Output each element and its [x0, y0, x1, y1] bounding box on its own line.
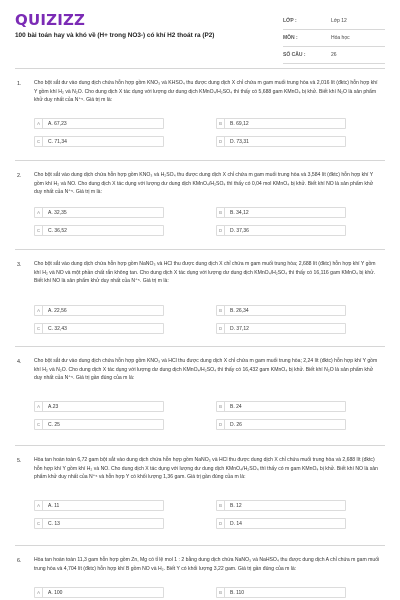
option-b[interactable]: [216, 207, 346, 218]
page-title: 100 bài toán hay và khó về (H+ trong NO3-) có khí H2 thoát ra (P2): [15, 32, 215, 39]
question-item: [0, 346, 400, 442]
question-item: [0, 445, 400, 543]
option-text: B. 12: [230, 502, 242, 509]
option-letter: A: [35, 118, 43, 129]
document-header: [0, 0, 400, 68]
option-c[interactable]: [34, 518, 164, 529]
option-text: A. 22,56: [48, 307, 67, 314]
option-b[interactable]: [216, 305, 346, 316]
option-letter: B: [217, 587, 225, 598]
meta-label: MÔN :: [283, 35, 298, 41]
question-text: Hòa tan hoàn toàn 6,72 gam bột sắt vào dung dịch chứa hỗn hợp gồm NaNO₃ và HCl thu được dung dịch X chỉ chứa muối trung hòa và 2,688 lít (đktc) hỗn hợp khí Y gồm khí H₂ và NO. Cho dung dịch X tác dụng với lượng dư dung dịch KMnO₄/H₂SO₄ thì thấy có m gam KMnO₄ bị khử. Biết khí NO là sản phẩm khử duy nhất của N⁺⁵ và hỗn hợp Y có khối lượng 1,36 gam. Giá trị gần đúng của m là:: [34, 457, 378, 481]
option-c[interactable]: [34, 136, 164, 147]
question-text: Cho bột sắt vào dung dịch chứa hỗn hợp gồm KNO₃ và H₂SO₄ thu được dung dịch X chỉ chứa m gam muối trung hòa và 3,584 lít (đktc) hỗn hợp khí Y gồm khí H₂ và NO. Cho dung dịch X tác dụng với lượng dư dung dịch KMnO₄/H₂SO₄ thì thấy có 0,04 mol KMnO₄ bị khử. Biết khí NO là sản phẩm khử duy nhất của N⁺⁵. Giá trị m là:: [34, 172, 374, 196]
question-text: Cho bột sắt vào dung dịch chứa hỗn hợp gồm NaNO₃ và HCl thu được dung dịch X chỉ chứa m gam muối trung hòa; 2,688 lít (đktc) hỗn hợp khí Y gồm khí H₂ và NO và một phần chất rắn không tan. Cho dung dịch X tác dụng với lượng dư dung dịch KMnO₄/H₂SO₄ thì thấy có 16,116 gam KMnO₄ bị khử. Biết khí NO là sản phẩm khử duy nhất của N⁺⁵. Giá trị m là:: [34, 261, 376, 285]
option-d[interactable]: [216, 419, 346, 430]
option-d[interactable]: [216, 136, 346, 147]
option-a[interactable]: [34, 305, 164, 316]
option-text: C. 71,34: [48, 138, 67, 145]
question-text: Hòa tan hoàn toàn 11,3 gam hỗn hợp gồm Zn, Mg có tỉ lệ mol 1 : 2 bằng dung dịch chứa NaNO₃ và NaHSO₄ thu được dung dịch A chỉ chứa m gam muối trung hòa và 4,704 lít (đktc) hỗn hợp khí B gồm NO và H₂. Biết Y có khối lượng 3,22 gam. Giá trị gần đúng của m là:: [34, 557, 380, 572]
option-letter: A: [35, 207, 43, 218]
option-text: A. 32,35: [48, 209, 67, 216]
option-a[interactable]: [34, 500, 164, 511]
option-letter: B: [217, 207, 225, 218]
meta-row-count: [283, 47, 385, 64]
option-b[interactable]: [216, 587, 346, 598]
meta-row-subject: [283, 30, 385, 47]
meta-value: Lớp 12: [331, 18, 347, 24]
option-letter: C: [35, 323, 43, 334]
meta-value: Hóa học: [331, 35, 350, 41]
option-letter: C: [35, 136, 43, 147]
question-divider: [15, 545, 385, 546]
question-divider: [15, 346, 385, 347]
option-letter: D: [217, 518, 225, 529]
option-a[interactable]: [34, 118, 164, 129]
option-letter: B: [217, 401, 225, 412]
option-c[interactable]: [34, 225, 164, 236]
option-c[interactable]: [34, 323, 164, 334]
option-text: A. 67,23: [48, 120, 67, 127]
option-letter: A: [35, 305, 43, 316]
option-text: A. 100: [48, 589, 63, 596]
question-text: Cho bột sắt dư vào dung dịch chứa hỗn hợp gồm KNO₃ và HCl thu được dung dịch X chỉ chứa m gam muối trung hòa; 2,24 lít (đktc) hỗn hợp khí Y gồm khí H₂ và N₂O. Cho dung dịch X tác dụng với lượng dư dung dịch KMnO₄/H₂SO₄ thì thấy có 16,432 gam KMnO₄ bị khử. Biết khí N₂O là sản phẩm khử duy nhất của N⁺⁵. Giá trị gần đúng của m là:: [34, 358, 378, 382]
option-letter: C: [35, 225, 43, 236]
option-a[interactable]: [34, 401, 164, 412]
meta-value: 26: [331, 52, 337, 58]
option-letter: A: [35, 401, 43, 412]
option-d[interactable]: [216, 225, 346, 236]
question-item: [0, 68, 400, 161]
option-a[interactable]: [34, 207, 164, 218]
question-divider: [15, 249, 385, 250]
option-text: D. 37,12: [230, 325, 249, 332]
option-b[interactable]: [216, 401, 346, 412]
option-text: C. 25: [48, 421, 60, 428]
option-letter: B: [217, 500, 225, 511]
option-d[interactable]: [216, 323, 346, 334]
option-text: B. 26,34: [230, 307, 249, 314]
option-text: B. 69,12: [230, 120, 249, 127]
option-a[interactable]: [34, 587, 164, 598]
option-c[interactable]: [34, 419, 164, 430]
option-letter: C: [35, 518, 43, 529]
option-text: D. 73,31: [230, 138, 249, 145]
meta-label: LỚP :: [283, 18, 297, 24]
quizizz-logo: QUIZIZZ: [15, 11, 86, 29]
question-number: 3.: [17, 262, 22, 268]
option-letter: B: [217, 305, 225, 316]
option-text: B. 110: [230, 589, 245, 596]
option-text: C. 13: [48, 520, 60, 527]
question-divider: [15, 445, 385, 446]
question-number: 2.: [17, 173, 22, 179]
meta-row-class: [283, 13, 385, 30]
option-letter: D: [217, 136, 225, 147]
question-number: 6.: [17, 558, 22, 564]
option-letter: D: [217, 225, 225, 236]
option-b[interactable]: [216, 118, 346, 129]
question-divider: [15, 68, 385, 69]
option-text: A.23: [48, 403, 59, 410]
option-letter: A: [35, 587, 43, 598]
option-text: A. 11: [48, 502, 60, 509]
option-b[interactable]: [216, 500, 346, 511]
option-text: D. 37,36: [230, 227, 249, 234]
question-number: 1.: [17, 81, 22, 87]
option-text: B. 24: [230, 403, 242, 410]
question-divider: [15, 160, 385, 161]
option-text: C. 32,43: [48, 325, 67, 332]
meta-table: [283, 13, 385, 64]
option-letter: B: [217, 118, 225, 129]
meta-label: SỐ CÂU :: [283, 52, 306, 58]
option-letter: C: [35, 419, 43, 430]
question-item: [0, 249, 400, 345]
option-d[interactable]: [216, 518, 346, 529]
option-letter: D: [217, 419, 225, 430]
option-text: B. 34,12: [230, 209, 249, 216]
option-text: C. 36,52: [48, 227, 67, 234]
question-text: Cho bột sắt dư vào dung dịch chứa hỗn hợp gồm KNO₃ và KHSO₄ thu được dung dịch X chỉ chứa m gam muối trung hòa và 2,016 lít (đktc) hỗn hợp khí Y gồm khí H₂ và N₂O. Cho dung dịch X tác dụng với lượng dư dung dịch KMnO₄/H₂SO₄ thì thấy có 5,688 gam KMnO₄ bị khử. Biết khí N₂O là sản phẩm khử duy nhất của N⁺⁵. Giá trị m là:: [34, 80, 378, 104]
option-letter: A: [35, 500, 43, 511]
option-text: D. 26: [230, 421, 242, 428]
question-number: 4.: [17, 359, 22, 365]
option-text: D. 14: [230, 520, 242, 527]
question-item: [0, 545, 400, 600]
option-letter: D: [217, 323, 225, 334]
question-item: [0, 160, 400, 248]
question-number: 5.: [17, 458, 22, 464]
